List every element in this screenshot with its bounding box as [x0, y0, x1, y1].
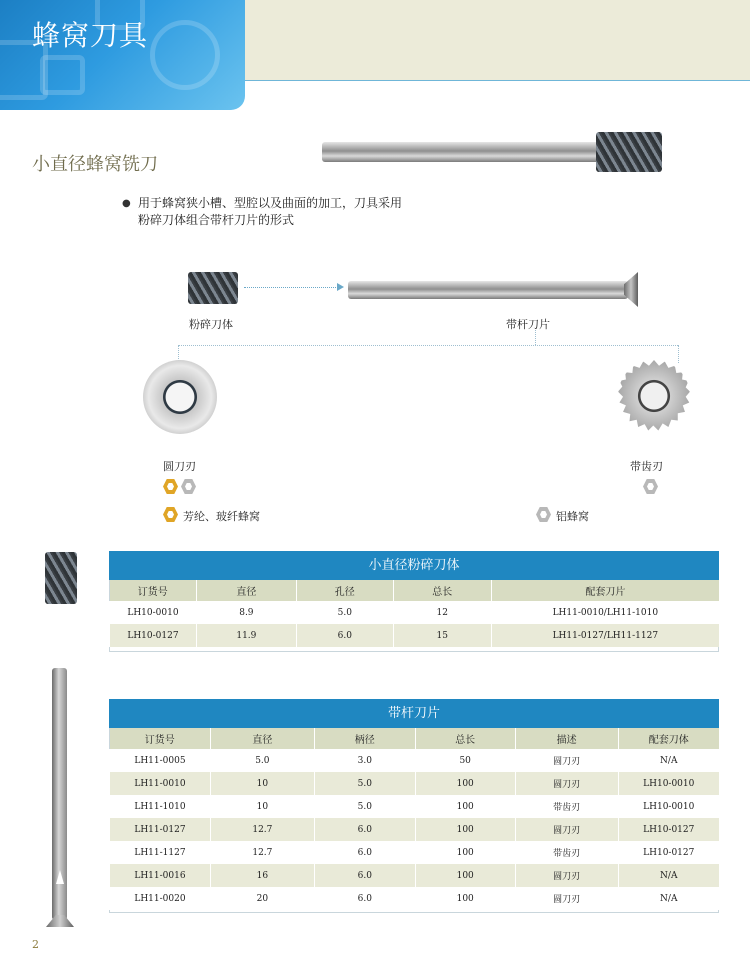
- table-cell: 100: [415, 864, 515, 887]
- table-cell: LH10-0010: [618, 772, 719, 795]
- shank-blade-label: 带杆刀片: [506, 318, 550, 331]
- table-cell: 6.0: [314, 818, 415, 841]
- shank-blade-tip: [624, 272, 638, 307]
- column-header: 配套刀体: [618, 728, 719, 749]
- table-cell: 圆刀刃: [515, 749, 618, 772]
- table-cell: 圆刀刃: [515, 772, 618, 795]
- aluminum-hex-icon: [181, 479, 196, 494]
- page-number: 2: [32, 938, 39, 951]
- table-cell: N/A: [618, 864, 719, 887]
- table-cell: 100: [415, 795, 515, 818]
- table-row: [110, 772, 720, 795]
- connector-arrow: [244, 287, 342, 288]
- table-cell: 15: [393, 624, 491, 647]
- table-row: [110, 864, 720, 887]
- table-cell: LH11-0127/LH11-1127: [491, 624, 719, 647]
- table-cell: 12: [393, 601, 491, 624]
- table-cell: 12.7: [210, 841, 314, 864]
- table-cell: 100: [415, 841, 515, 864]
- table-cell: LH11-1010: [110, 795, 211, 818]
- crusher-body-image: [188, 272, 238, 304]
- table-cell: N/A: [618, 887, 719, 910]
- table-cell: 50: [415, 749, 515, 772]
- table-cell: 100: [415, 818, 515, 841]
- header-rule: [245, 80, 750, 81]
- crusher-body-thumbnail: [45, 552, 77, 604]
- column-header: 总长: [415, 728, 515, 749]
- table-cell: N/A: [618, 749, 719, 772]
- table-cell: 20: [210, 887, 314, 910]
- legend-aluminum-label: 铝蜂窝: [556, 510, 589, 523]
- section-subtitle: 小直径蜂窝铣刀: [32, 154, 158, 175]
- table-row: [110, 795, 720, 818]
- legend-aramid-label: 芳纶、玻纤蜂窝: [183, 510, 260, 523]
- toothed-disc-image: [618, 360, 690, 432]
- table-cell: 圆刀刃: [515, 818, 618, 841]
- table-cell: 8.9: [196, 601, 296, 624]
- column-header: 直径: [196, 580, 296, 601]
- crusher-body-table: [109, 551, 719, 647]
- page-title: 蜂窝刀具: [32, 19, 149, 52]
- table-row: [110, 624, 720, 647]
- table-cell: 5.0: [314, 772, 415, 795]
- table-cell: 带齿刃: [515, 841, 618, 864]
- table-cell: LH11-0127: [110, 818, 211, 841]
- table-cell: LH10-0127: [618, 818, 719, 841]
- column-header: 柄径: [314, 728, 415, 749]
- table-cell: 圆刀刃: [515, 887, 618, 910]
- table-row: [110, 887, 720, 910]
- table-cell: 5.0: [210, 749, 314, 772]
- table-cell: LH11-0016: [110, 864, 211, 887]
- table-row: [110, 749, 720, 772]
- round-edge-label: 圆刀刃: [163, 460, 196, 473]
- table-cell: 带齿刃: [515, 795, 618, 818]
- crusher-body-label: 粉碎刀体: [189, 318, 233, 331]
- table-cell: LH10-0010: [618, 795, 719, 818]
- table-cell: 6.0: [314, 841, 415, 864]
- table-title: 带杆刀片: [109, 699, 719, 728]
- table-cell: 5.0: [296, 601, 393, 624]
- arrow-up-icon: [56, 870, 64, 884]
- shank-blade-image: [348, 281, 628, 299]
- table-cell: 6.0: [314, 887, 415, 910]
- table-cell: 3.0: [314, 749, 415, 772]
- shank-blade-table: [109, 699, 719, 910]
- table-cell: 11.9: [196, 624, 296, 647]
- column-header: 配套刀片: [491, 580, 719, 601]
- table-title: 小直径粉碎刀体: [109, 551, 719, 580]
- aramid-hex-icon: [163, 479, 178, 494]
- arrow-head-icon: [337, 283, 344, 291]
- table-cell: 圆刀刃: [515, 864, 618, 887]
- table-cell: 6.0: [314, 864, 415, 887]
- legend-aluminum-hex-icon: [536, 507, 551, 522]
- table-cell: LH10-0127: [110, 624, 197, 647]
- table-cell: LH11-1127: [110, 841, 211, 864]
- table-row: [110, 818, 720, 841]
- table-cell: 16: [210, 864, 314, 887]
- column-header: 孔径: [296, 580, 393, 601]
- table-cell: 100: [415, 887, 515, 910]
- table-cell: LH11-0020: [110, 887, 211, 910]
- table-cell: 12.7: [210, 818, 314, 841]
- column-header: 总长: [393, 580, 491, 601]
- column-header: 订货号: [110, 580, 197, 601]
- legend-aramid-hex-icon: [163, 507, 178, 522]
- table-cell: LH11-0005: [110, 749, 211, 772]
- table-cell: LH11-0010/LH11-1010: [491, 601, 719, 624]
- round-edge-disc-image: [143, 360, 217, 434]
- aluminum-hex-icon: [643, 479, 658, 494]
- table-cell: LH10-0010: [110, 601, 197, 624]
- bullet-dot: ●: [122, 198, 131, 209]
- tooth-edge-label: 带齿刃: [630, 460, 663, 473]
- column-header: 直径: [210, 728, 314, 749]
- table-cell: 100: [415, 772, 515, 795]
- table-cell: LH11-0010: [110, 772, 211, 795]
- table-row: [110, 841, 720, 864]
- table-cell: 10: [210, 772, 314, 795]
- table-cell: 10: [210, 795, 314, 818]
- table-cell: LH10-0127: [618, 841, 719, 864]
- column-header: 订货号: [110, 728, 211, 749]
- table-cell: 5.0: [314, 795, 415, 818]
- branch-line: [178, 345, 678, 346]
- column-header: 描述: [515, 728, 618, 749]
- table-row: [110, 601, 720, 624]
- table-cell: 6.0: [296, 624, 393, 647]
- intro-bullet: 用于蜂窝狭小槽、型腔以及曲面的加工，刀具采用粉碎刀体组合带杆刀片的形式: [138, 196, 403, 227]
